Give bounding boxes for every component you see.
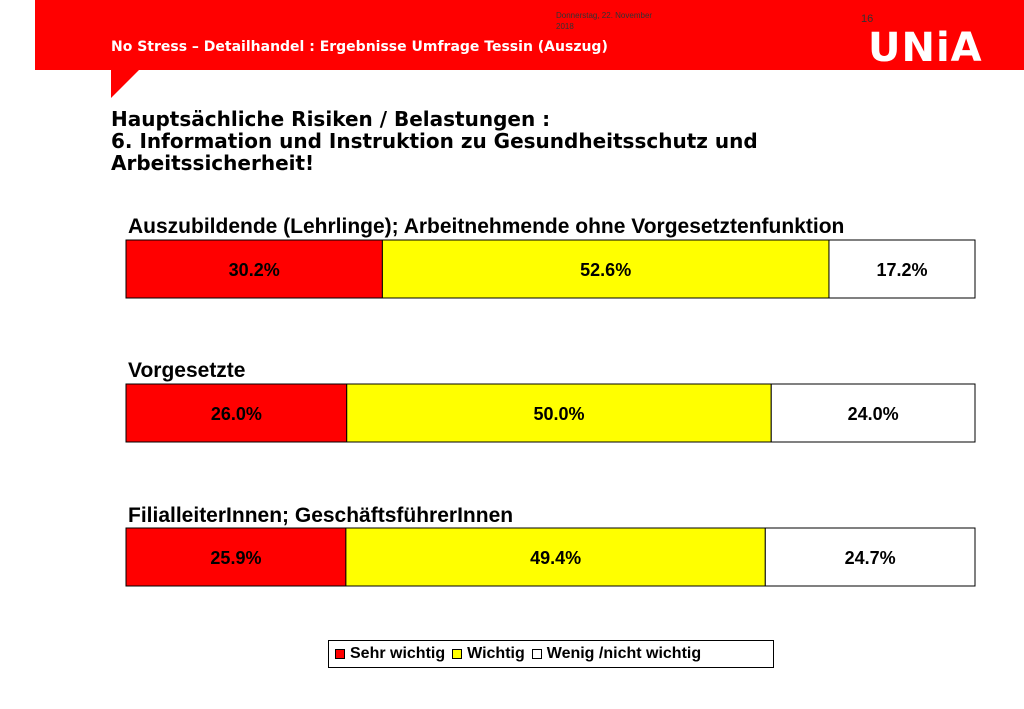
data-label: 24.7% <box>844 548 896 568</box>
heading-line-1: Hauptsächliche Risiken / Belastungen : <box>111 107 551 131</box>
data-label: 25.9% <box>210 548 262 568</box>
banner-title: No Stress – Detailhandel : Ergebnisse Umfrage Tessin (Auszug) <box>111 39 608 55</box>
legend-item <box>532 645 701 663</box>
legend-label: Wichtig <box>467 645 525 662</box>
heading-line-3: Arbeitssicherheit! <box>111 151 315 175</box>
legend-item <box>335 645 445 663</box>
bar-label: Vorgesetzte <box>128 359 246 382</box>
legend-swatch <box>532 649 542 659</box>
page-number: 16 <box>861 13 874 25</box>
data-label: 49.4% <box>530 548 582 568</box>
heading-line-2: 6. Information und Instruktion zu Gesundheitsschutz und <box>111 129 758 153</box>
legend-label: Sehr wichtig <box>350 645 446 662</box>
data-label: 26.0% <box>210 404 262 424</box>
data-label: 30.2% <box>228 260 280 280</box>
date-line-2: 2018 <box>556 22 574 31</box>
data-label: 24.0% <box>847 404 899 424</box>
bar-label: FilialleiterInnen; GeschäftsführerInnen <box>128 504 514 527</box>
chart-legend <box>328 640 774 668</box>
legend-item <box>452 645 525 663</box>
legend-swatch <box>335 649 345 659</box>
legend-swatch <box>452 649 462 659</box>
date-line-1: Donnerstag, 22. November <box>556 11 653 20</box>
data-label: 50.0% <box>533 404 585 424</box>
data-label: 52.6% <box>580 260 632 280</box>
bar-label: Auszubildende (Lehrlinge); Arbeitnehmende ohne Vorgesetztenfunktion <box>128 215 845 238</box>
unia-logo: UNiA <box>868 25 983 71</box>
data-label: 17.2% <box>876 260 928 280</box>
legend-label: Wenig /nicht wichtig <box>546 645 702 662</box>
